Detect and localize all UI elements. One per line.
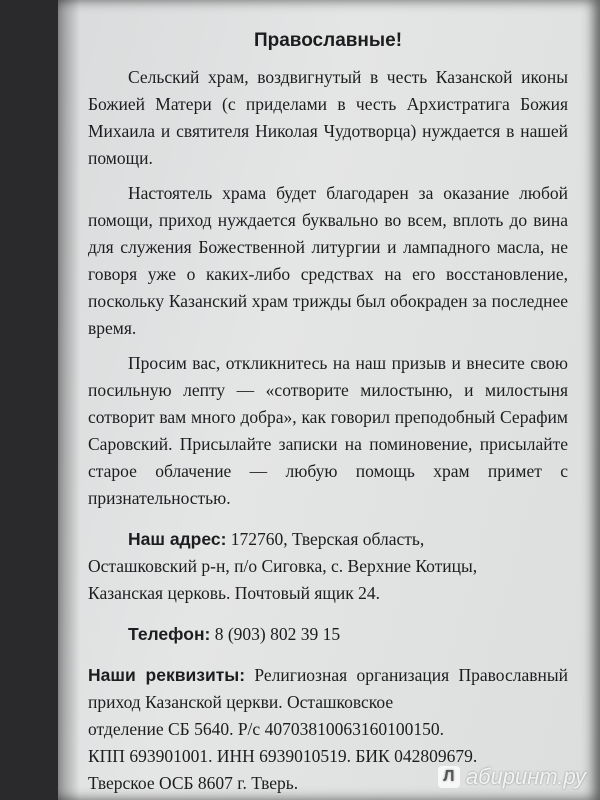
requisites-label: Наши реквизиты: <box>88 665 246 685</box>
watermark-text: абиринт.ру <box>465 764 586 789</box>
book-page <box>58 0 600 800</box>
requisites-line-1: Религиозная организация Православный приход Казанской церкви. Осташковское <box>88 665 568 712</box>
address-line-1: 172760, Тверская область, <box>226 529 425 549</box>
phone-label: Телефон: <box>128 624 211 644</box>
spine-shadow <box>58 0 80 800</box>
phone-block <box>88 621 568 648</box>
page-content <box>88 30 568 797</box>
requisites-line-3: КПП 693901001. ИНН 6939010519. БИК 042809679. <box>88 746 478 766</box>
address-label: Наш адрес: <box>128 529 227 549</box>
address-line-2: Осташковский р-н, п/о Сиговка, с. Верхние Котицы, <box>88 556 478 576</box>
paragraph-3: Просим вас, откликнитесь на наш призыв и внесите свою посильную лепту — «сотворите милостыню, и милостыня сотворит вам много добра», как говорил преподобный Серафим Саровский. Присылайте записки на поминовение, присылайте старое облачение — любую помощь храм примет с признательностью. <box>88 353 568 508</box>
labirint-watermark <box>438 764 586 790</box>
address-block <box>88 526 568 607</box>
requisites-line-4: Тверское ОСБ 8607 г. Тверь. <box>88 773 299 793</box>
paragraph-2: Настоятель храма будет благодарен за оказание любой помощи, приход нуждается буквально во всем, вплоть до вина для служения Божественной литургии и лампадного масла, не говоря уже о каких-либо средствах на его восстановление, поскольку Казанский храм трижды был обокраден за последнее время. <box>88 183 568 338</box>
address-line-3: Казанская церковь. Почтовый ящик 24. <box>88 583 380 603</box>
page-title: Православные! <box>253 30 403 51</box>
requisites-line-2: отделение СБ 5640. Р/с 40703810063160100150. <box>88 719 444 739</box>
paragraph-1: Сельский храм, воздвигнутый в честь Казанской иконы Божией Матери (с приделами в честь Архистратига Божия Михаила и святителя Николая Чудотворца) нуждается в нашей помощи. <box>88 67 568 168</box>
labirint-logo-icon: Л <box>438 766 460 788</box>
phone-value: 8 (903) 802 39 15 <box>210 624 341 644</box>
